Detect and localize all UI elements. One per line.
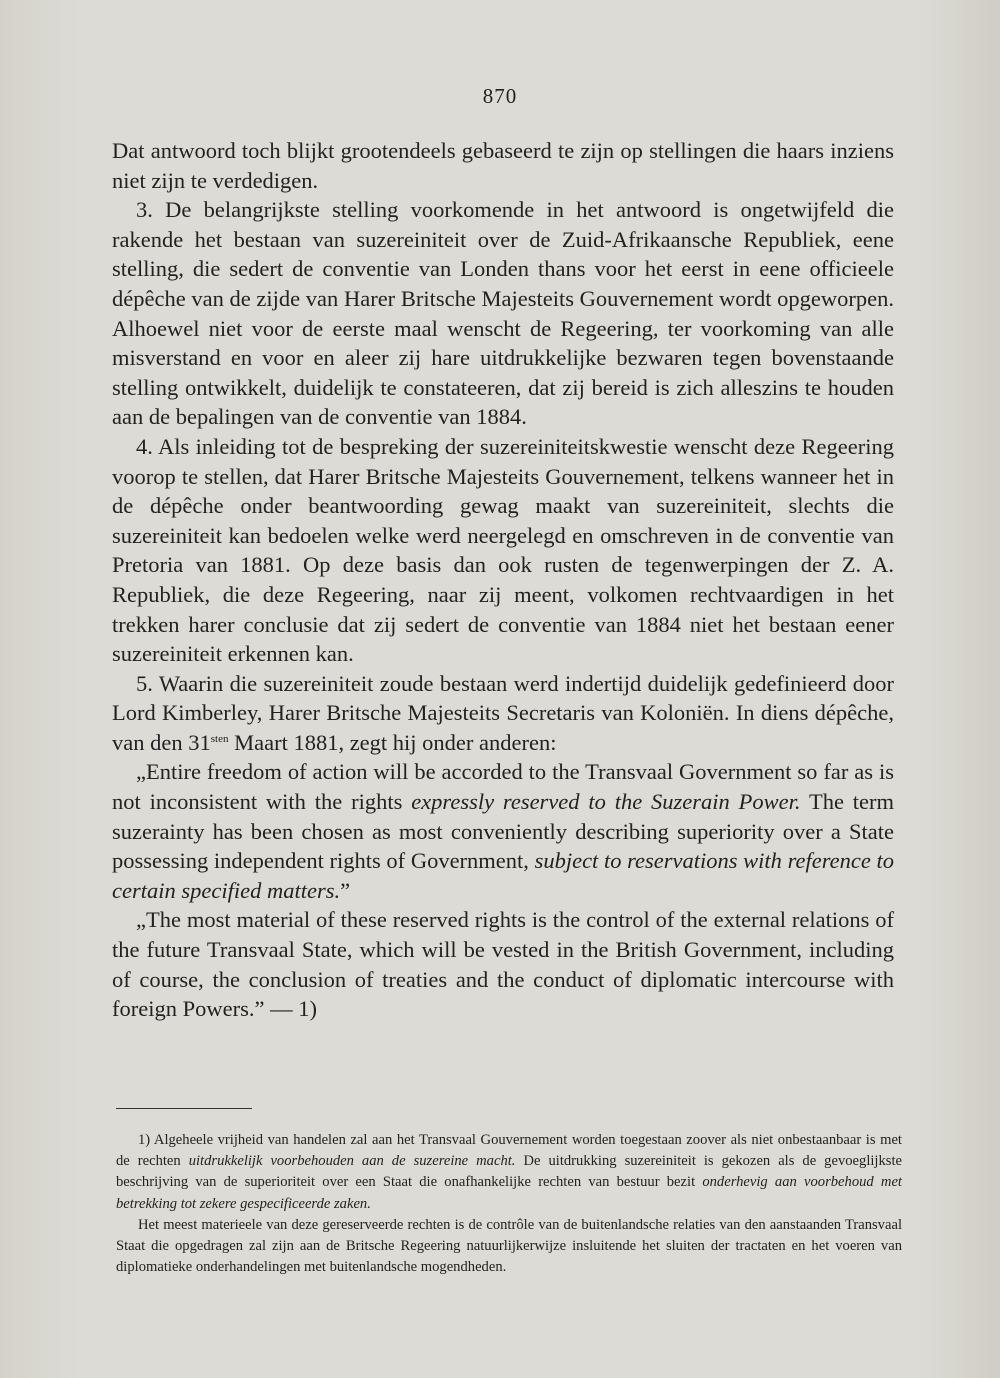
paragraph-text: 5. Waarin die suzereiniteit zoude bestaan werd indertijd duidelijk gedefinieerd door Lord Kimberley, Harer Britsche Majesteits Secretaris van Koloniën. In diens dépêche, van den 31 <box>112 670 894 755</box>
body-text <box>112 136 894 1024</box>
paragraph-text: 3. De belangrijkste stelling voorkomende in het antwoord is ongetwijfeld die rakende het bestaan van suzereiniteit over de Zuid-Afrikaansche Republiek, eene stelling, die sedert de conventie van Londen thans voor het eerst in eene officieele dépêche van de zijde van Harer Britsche Majesteits Gouvernement wordt opgeworpen. Alhoewel niet voor de eerste maal wenscht de Regeering, ter voorkoming van alle misverstand en voor en aleer zij hare uitdrukkelijke bezwaren tegen bovenstaande stelling ontwikkelt, duidelijk te constateeren, dat zij bereid is zich alleszins te houden aan de bepalingen van de conventie van 1884. <box>112 197 894 430</box>
paragraph-4 <box>112 432 894 669</box>
quote-text: The term suzerainty has been chosen as most conveniently describing superiority over a State possessing independent rights of Government, <box>112 789 895 874</box>
footnote-text: De uitdrukking suzereiniteit is gekozen als de gevoeglijkste beschrijving van de superioriteit over een Staat die onafhankelijke rechten van bestuur bezit <box>116 1153 902 1191</box>
quote-text: ” <box>340 877 351 903</box>
footnote-separator <box>116 1108 252 1109</box>
quote-paragraph-2 <box>112 905 894 1023</box>
footnotes <box>116 1130 902 1278</box>
paragraph-text: Dat antwoord toch blijkt grootendeels gebaseerd te zijn op stellingen die haars inziens niet zijn te verdedigen. <box>112 138 894 193</box>
paragraph-text: Maart 1881, zegt hij onder anderen: <box>228 729 557 755</box>
superscript-sten: sten <box>210 732 229 745</box>
paragraph-text: 4. Als inleiding tot de bespreking der suzereiniteitskwestie wenscht deze Regeering voorop te stellen, dat Harer Britsche Majesteits Gouvernement, telkens wanneer het in de dépêche onder beantwoording gewag maakt van suzereiniteit, slechts die suzereiniteit kan bedoelen welke werd neergelegd en omschreven in de conventie van Pretoria van 1881. Op deze basis dan ook rusten de tegenwerpingen der Z. A. Republiek, die deze Regeering, naar zij meent, volkomen rechtvaardigen in het trekken harer conclusie dat zij sedert de conventie van 1884 niet het bestaan eener suzereiniteit erkennen kan. <box>112 433 894 667</box>
footnote-emphasis: uitdrukkelijk voorbehouden aan de suzereine macht. <box>188 1153 516 1170</box>
paragraph-5 <box>112 669 894 758</box>
quote-emphasis: subject to reservations with reference to certain specified matters. <box>112 848 895 903</box>
page-number: 870 <box>482 84 518 108</box>
footnote-text: 1) Algeheele vrijheid van handelen zal aan het Transvaal Gouvernement worden toegestaan zoover als niet onbestaanbaar is met de rechten <box>116 1132 902 1170</box>
paragraph-3 <box>112 195 894 432</box>
footnote-emphasis: onderhevig aan voorbehoud met betrekking tot zekere gespecificeerde zaken. <box>116 1174 902 1212</box>
footnote-text: Het meest materieele van deze gereserveerde rechten is de contrôle van de buitenlandsche relaties van den aanstaanden Transvaal Staat die opgedragen zal zijn aan de Britsche Regeering natuurlijkerwijze insluitende het sluiten der tractaten en het voeren van diplomatieke onderhandelingen met buitenlandsche mogendheden. <box>116 1216 902 1276</box>
footnote-1 <box>116 1130 902 1215</box>
quote-text: „The most material of these reserved rights is the control of the external relations of the future Transvaal State, which will be vested in the British Government, including of course, the conclusion of treaties and the conduct of diplomatic intercourse with foreign Powers.” — 1) <box>112 907 894 1022</box>
quote-text: „Entire freedom of action will be accorded to the Transvaal Government so far as is not inconsistent with the rights <box>112 759 894 815</box>
paragraph-1 <box>112 136 894 195</box>
footnote-2 <box>116 1215 902 1279</box>
quote-paragraph-1 <box>112 757 894 905</box>
quote-emphasis: expressly reserved to the Suzerain Power. <box>411 789 801 815</box>
